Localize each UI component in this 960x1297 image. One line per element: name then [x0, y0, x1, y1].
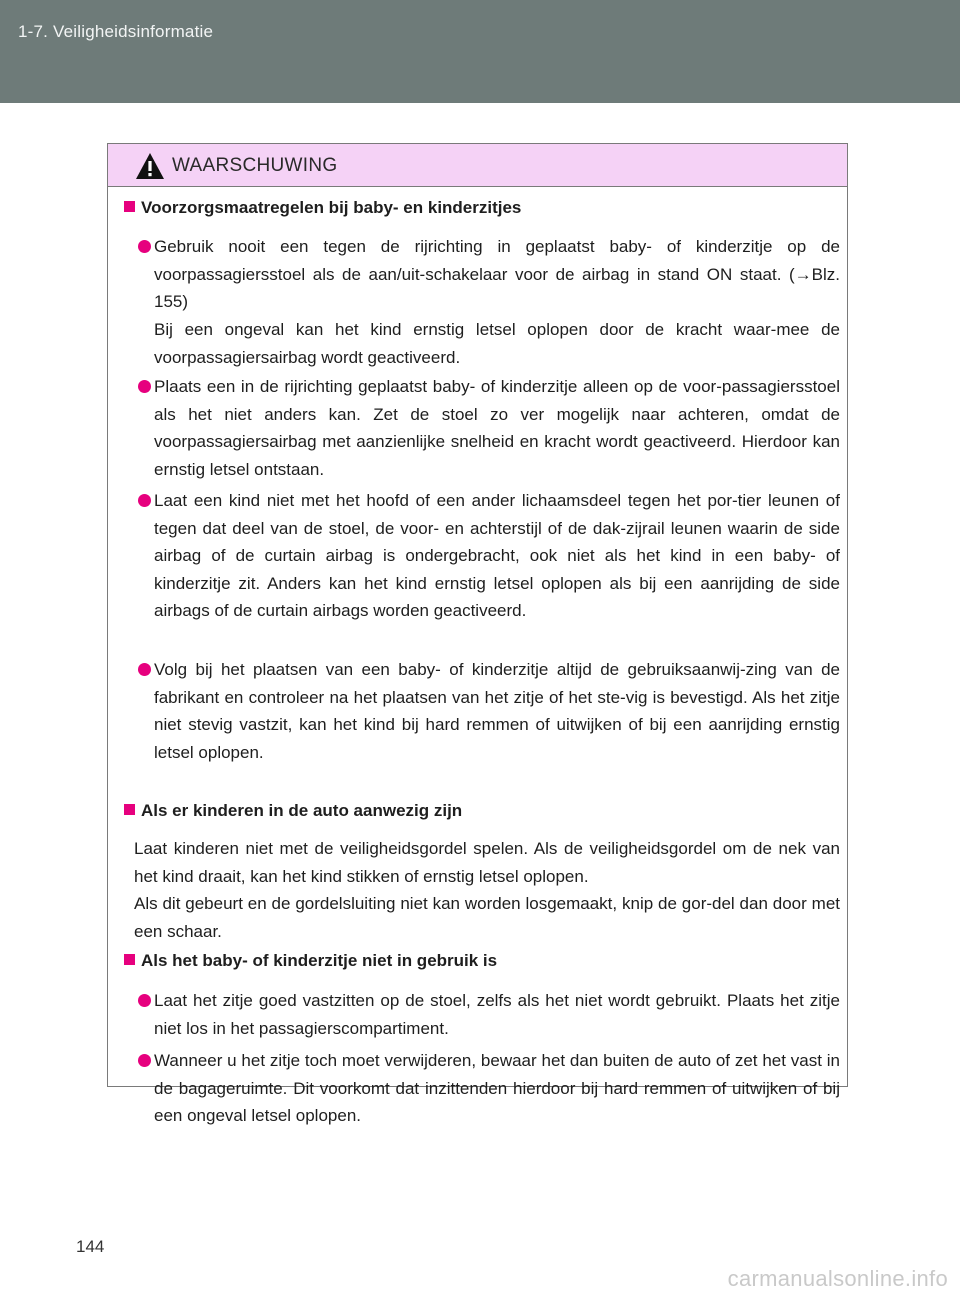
section-title: 1-7. Veiligheidsinformatie	[18, 22, 214, 41]
bullet-icon	[138, 1054, 146, 1062]
bullet-icon	[138, 494, 146, 502]
bullet-paragraph: Wanneer u het zitje toch moet verwijderen, bewaar het dan buiten de auto of zet het vast in de bagageruimte. Dit voorkomt dat inzittenden hierdoor bij hard remmen of uitwijken of bij een ongeval letsel oplopen.	[154, 1051, 840, 1125]
bullet-paragraph: Plaats een in de rijrichting geplaatst baby- of kinderzitje alleen op de voor-passagiersstoel als het niet anders kan. Zet de stoel zo ver mogelijk naar achteren, omdat de voorpassagiersairbag met aanzienlijke snelheid en kracht wordt geactiveerd. Hierdoor kan ernstig letsel ontstaan.	[154, 377, 840, 479]
watermark: carmanualsonline.info	[727, 1266, 948, 1291]
page-header	[0, 0, 960, 103]
plain-paragraph: Als dit gebeurt en de gordelsluiting niet kan worden losgemaakt, knip de gor-del dan door met een schaar.	[134, 894, 840, 941]
bullet-icon	[138, 240, 146, 248]
warning-box	[107, 143, 848, 1125]
warning-title: WAARSCHUWING	[172, 155, 338, 176]
warning-triangle-icon	[135, 152, 165, 180]
page-number: 144	[76, 1237, 105, 1256]
continuation-paragraph: Bij een ongeval kan het kind ernstig letsel oplopen door de kracht waar-mee de voorpassagiersairbag wordt geactiveerd.	[154, 320, 840, 367]
bullet-paragraph: Gebruik nooit een tegen de rijrichting in geplaatst baby- of kinderzitje op de voorpassagiersstoel als de aan/uit-schakelaar voor de airbag in stand ON staat. (→Blz. 155)	[154, 237, 840, 311]
bullet-icon	[138, 663, 146, 671]
bullet-paragraph: Volg bij het plaatsen van een baby- of kinderzitje altijd de gebruiksaanwij-zing van de fabrikant en controleer na het plaatsen van het zitje of het ste-vig is bevestigd. Als het zitje niet stevig vastzit, kan het kind bij hard remmen of uitwijken of bij een aanrijding ernstig letsel oplopen.	[154, 660, 840, 762]
section-heading-seat-not-in-use: Als het baby- of kinderzitje niet in gebruik is	[124, 951, 497, 971]
warning-header	[108, 144, 847, 187]
section-marker-icon	[124, 804, 135, 815]
section-marker-icon	[124, 201, 135, 212]
bullet-icon	[138, 380, 146, 388]
section-marker-icon	[124, 954, 135, 965]
section-heading-child-seats: Voorzorgsmaatregelen bij baby- en kinderzitjes	[124, 198, 521, 218]
bullet-paragraph: Laat een kind niet met het hoofd of een ander lichaamsdeel tegen het por-tier leunen of tegen dat deel van de stoel, de voor- en achterstijl of de dak-zijrail leunen waarin de side airbag of de curtain airbag is ondergebracht, ook niet als het kind in een baby- of kinderzitje zit. Anders kan het kind ernstig letsel oplopen als bij een aanrijding de side airbags of de curtain airbags worden geactiveerd.	[154, 491, 840, 620]
bullet-paragraph: Laat het zitje goed vastzitten op de stoel, zelfs als het niet wordt gebruikt. Plaats het zitje niet los in het passagierscompartiment.	[154, 991, 840, 1038]
plain-paragraph: Laat kinderen niet met de veiligheidsgordel spelen. Als de veiligheidsgordel om de nek van het kind draait, kan het kind stikken of ernstig letsel oplopen.	[134, 839, 840, 886]
section-heading-children-in-car: Als er kinderen in de auto aanwezig zijn	[124, 801, 462, 821]
bullet-icon	[138, 994, 146, 1002]
